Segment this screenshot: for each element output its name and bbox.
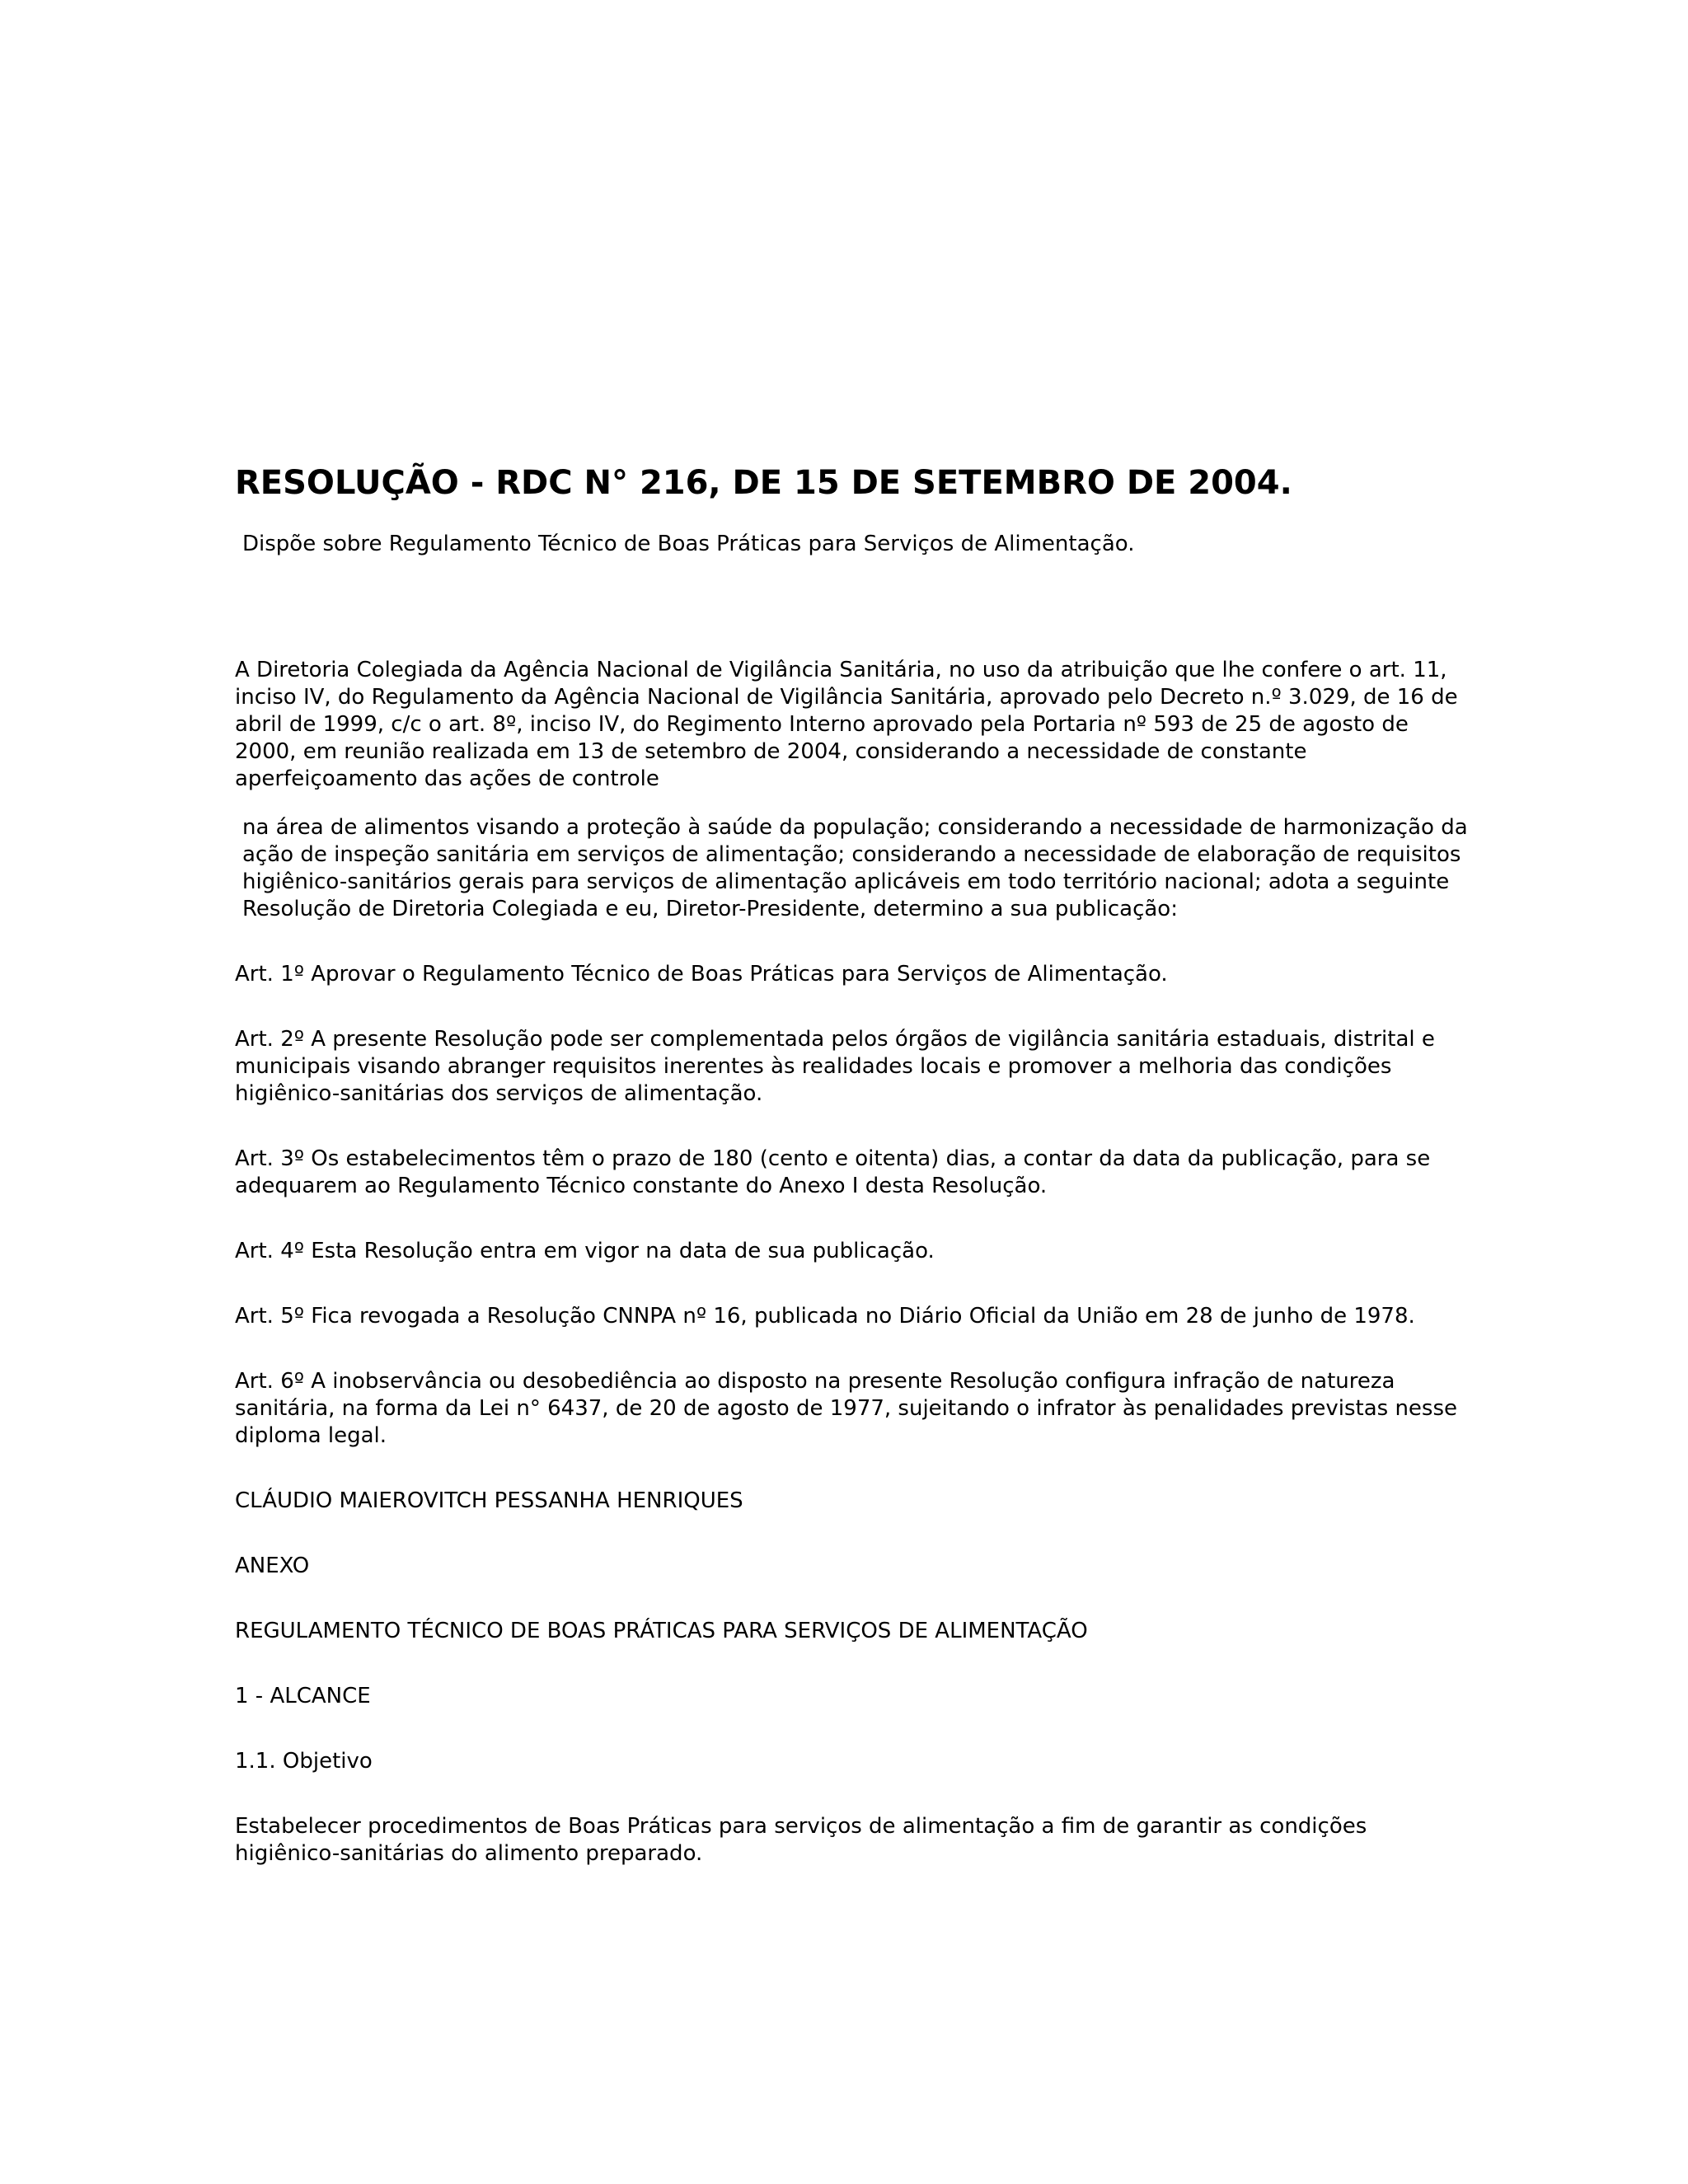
article-3: Art. 3º Os estabelecimentos têm o prazo de 180 (cento e oitenta) dias, a contar da data da publicação, para se adequarem ao Regulamento Técnico constante do Anexo I desta Resolução. [235,1146,1431,1198]
article-6: Art. 6º A inobservância ou desobediência ao disposto na presente Resolução configura infração de natureza sanitária, na forma da Lei n° 6437, de 20 de agosto de 1977, sujeitando o infrator às penalidades previstas nesse diploma legal. [235,1369,1458,1448]
article-2: Art. 2º A presente Resolução pode ser complementada pelos órgãos de vigilância sanitária estaduais, distrital e municipais visando abranger requisitos inerentes às realidades locais e promover a melhoria das condições higiênico-sanitárias dos serviços de alimentação. [235,1027,1435,1106]
document-title: RESOLUÇÃO - RDC N° 216, DE 15 DE SETEMBRO DE 2004. [235,464,1292,502]
signatory-name: CLÁUDIO MAIEROVITCH PESSANHA HENRIQUES [235,1488,743,1513]
preamble-paragraph: A Diretoria Colegiada da Agência Nacional de Vigilância Sanitária, no uso da atribuição que lhe confere o art. 11, inciso IV, do Regulamento da Agência Nacional de Vigilância Sanitária, aprovado pelo Decreto n.º 3.029, de 16 de abril de 1999, c/c o art. 8º, inciso IV, do Regimento Interno aprovado pela Portaria nº 593 de 25 de agosto de 2000, em reunião realizada em 13 de setembro de 2004, considerando a necessidade de constante aperfeiçoamento das ações de controle [235,658,1458,791]
regulation-title: REGULAMENTO TÉCNICO DE BOAS PRÁTICAS PARA SERVIÇOS DE ALIMENTAÇÃO [235,1619,1088,1643]
article-4: Art. 4º Esta Resolução entra em vigor na data de sua publicação. [235,1239,935,1263]
preamble-continuation-paragraph: na área de alimentos visando a proteção à saúde da população; considerando a necessidade de harmonização da ação de inspeção sanitária em serviços de alimentação; considerando a necessidade de elaboração de requisitos higiênico-sanitários gerais para serviços de alimentação aplicáveis em todo território nacional; adota a seguinte Resolução de Diretoria Colegiada e eu, Diretor-Presidente, determino a sua publicação: [242,815,1468,921]
document-page [235,462,1471,1905]
article-5: Art. 5º Fica revogada a Resolução CNNPA nº 16, publicada no Diário Oficial da União em 28 de junho de 1978. [235,1304,1415,1329]
annex-heading: ANEXO [235,1554,310,1578]
subsection-objective-heading: 1.1. Objetivo [235,1749,373,1774]
document-subtitle: Dispõe sobre Regulamento Técnico de Boas Práticas para Serviços de Alimentação. [242,532,1135,556]
objective-paragraph: Estabelecer procedimentos de Boas Práticas para serviços de alimentação a fim de garantir as condições higiênico-sanitárias do alimento preparado. [235,1814,1367,1866]
article-1: Art. 1º Aprovar o Regulamento Técnico de Boas Práticas para Serviços de Alimentação. [235,962,1168,987]
section-scope-heading: 1 - ALCANCE [235,1684,371,1708]
